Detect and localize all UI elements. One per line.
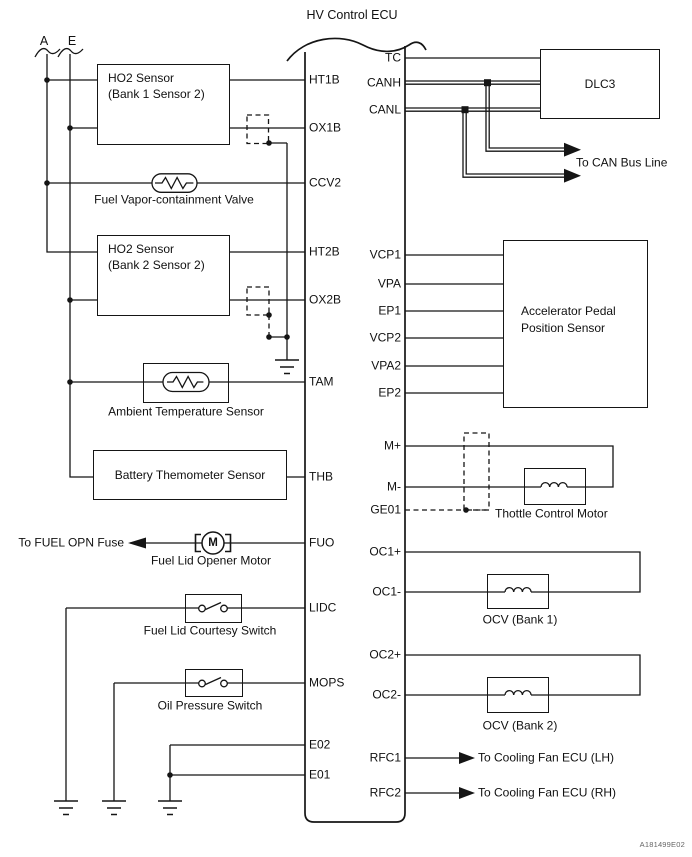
- battery-thermometer-sensor-label: Battery Themometer Sensor: [114, 468, 266, 482]
- pin-vpa: VPA: [377, 276, 401, 291]
- pin-oc2-plus: OC2+: [369, 647, 401, 662]
- pin-tam: TAM: [309, 374, 334, 389]
- switch-icon: [185, 603, 242, 612]
- switch-icon: [185, 678, 242, 687]
- connector-a-label: A: [39, 34, 49, 48]
- to-cooling-fan-rh-label: To Cooling Fan ECU (RH): [478, 785, 617, 800]
- coil-icon: [487, 588, 549, 592]
- pin-mops: MOPS: [309, 675, 345, 690]
- pin-e02: E02: [309, 737, 331, 752]
- pin-canl: CANL: [368, 102, 401, 117]
- throttle-control-motor-label: Thottle Control Motor: [495, 506, 608, 521]
- diagram-title: HV Control ECU: [306, 8, 398, 22]
- connector-e-label: E: [67, 34, 77, 48]
- fuel-lid-opener-motor-label: Fuel Lid Opener Motor: [150, 553, 272, 568]
- pin-ge01: GE01: [370, 502, 401, 517]
- pin-vcp2: VCP2: [369, 330, 401, 345]
- dlc3-label: DLC3: [584, 77, 616, 91]
- ho2-bank2-label-line1: HO2 Sensor: [108, 242, 175, 256]
- motor-m-symbol: M: [208, 537, 218, 549]
- oil-pressure-switch-label: Oil Pressure Switch: [157, 698, 263, 713]
- coil-icon: [487, 691, 549, 695]
- ambient-temp-sensor-label: Ambient Temperature Sensor: [108, 404, 264, 419]
- ho2-bank2-label-line2: (Bank 2 Sensor 2): [108, 258, 205, 272]
- doc-code: A181499E02: [639, 840, 685, 849]
- to-can-bus-line-label: To CAN Bus Line: [576, 155, 668, 170]
- pin-ox1b: OX1B: [309, 120, 342, 135]
- pin-ep2: EP2: [378, 385, 401, 400]
- pin-tc: TC: [385, 50, 401, 65]
- pin-m-plus: M+: [383, 438, 401, 453]
- accel-pedal-label-line1: Accelerator Pedal: [521, 304, 616, 318]
- ho2-bank1-label-line2: (Bank 1 Sensor 2): [108, 87, 205, 101]
- pin-vpa2: VPA2: [371, 358, 401, 373]
- pin-lidc: LIDC: [309, 600, 337, 615]
- fuel-lid-courtesy-switch-label: Fuel Lid Courtesy Switch: [143, 623, 277, 638]
- ocv-bank1-label: OCV (Bank 1): [482, 612, 558, 627]
- thermistor-icon: [143, 373, 229, 392]
- pin-oc1-minus: OC1-: [372, 584, 401, 599]
- ocv-bank2-label: OCV (Bank 2): [482, 718, 558, 733]
- pin-ccv2: CCV2: [309, 175, 342, 190]
- pin-ox2b: OX2B: [309, 292, 342, 307]
- pin-rfc2: RFC2: [369, 785, 401, 800]
- accel-pedal-label-line2: Position Sensor: [521, 321, 606, 335]
- to-cooling-fan-lh-label: To Cooling Fan ECU (LH): [478, 750, 615, 765]
- valve-resistor-icon: [152, 174, 197, 193]
- pin-m-minus: M-: [387, 479, 401, 494]
- pin-oc2-minus: OC2-: [372, 687, 401, 702]
- pin-ep1: EP1: [378, 303, 401, 318]
- pin-canh: CANH: [366, 75, 401, 90]
- pin-oc1-plus: OC1+: [369, 544, 401, 559]
- to-fuel-opn-fuse-label: To FUEL OPN Fuse: [18, 535, 124, 550]
- pin-e01: E01: [309, 767, 331, 782]
- pin-rfc1: RFC1: [369, 750, 401, 765]
- pin-ht2b: HT2B: [309, 244, 340, 259]
- pin-thb: THB: [309, 469, 333, 484]
- fuel-vapor-valve-label: Fuel Vapor-containment Valve: [94, 192, 254, 207]
- coil-icon: [524, 483, 586, 487]
- pin-vcp1: VCP1: [369, 247, 401, 262]
- ho2-bank1-label-line1: HO2 Sensor: [108, 71, 175, 85]
- pin-fuo: FUO: [309, 535, 335, 550]
- pin-ht1b: HT1B: [309, 72, 340, 87]
